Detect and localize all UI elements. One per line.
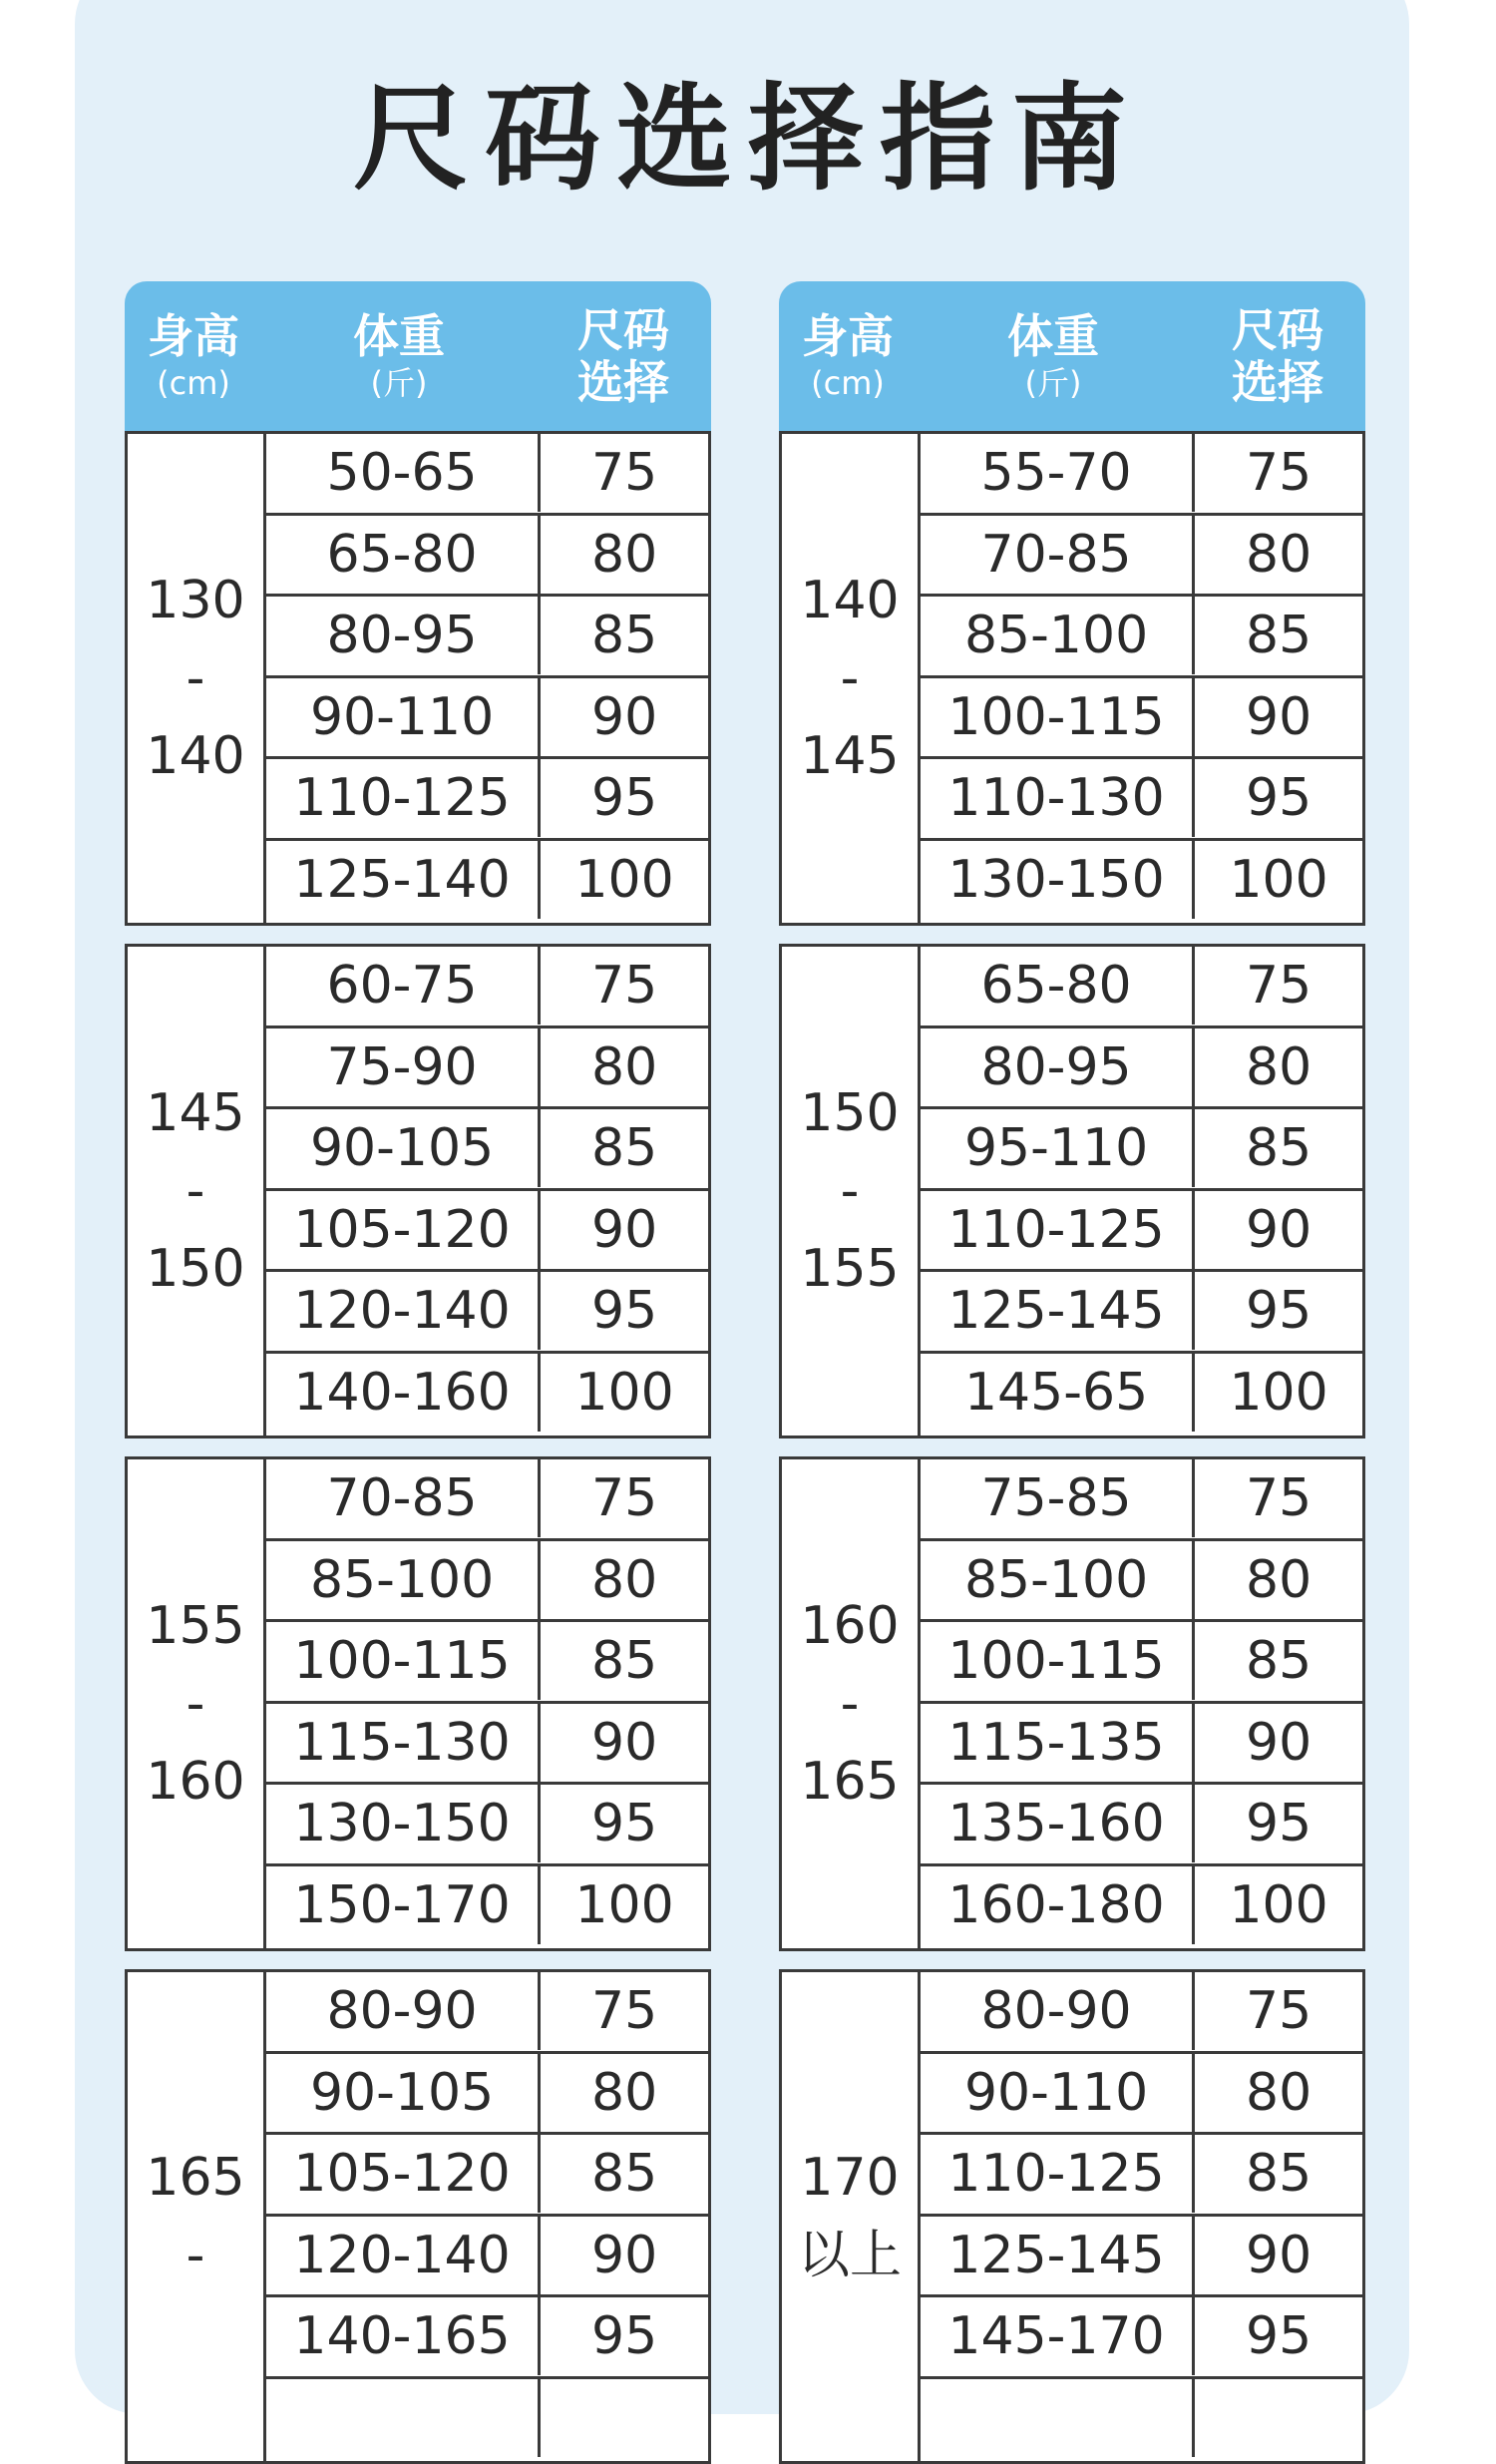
table-row [921, 1272, 1362, 1350]
height-to: 160 [146, 1752, 245, 1812]
height-separator: - [840, 1674, 860, 1734]
weight-range: 85-100 [309, 1549, 495, 1610]
table-row [266, 1109, 708, 1187]
table-row [266, 2217, 708, 2294]
height-range [128, 947, 266, 1436]
size-value: 95 [1192, 2297, 1362, 2375]
header-weight-label: 体重 [1007, 309, 1099, 363]
weight-range: 90-105 [309, 1118, 495, 1178]
height-from: 145 [146, 1083, 245, 1143]
header-size-line2: 选择 [1232, 355, 1323, 409]
size-value: 85 [538, 597, 708, 674]
height-separator: - [840, 1161, 860, 1221]
size-value: 85 [1192, 1622, 1362, 1700]
size-value: 85 [1192, 597, 1362, 674]
table-row [266, 947, 708, 1025]
weight-range: 145-65 [963, 1362, 1149, 1423]
weight-range: 110-125 [947, 1199, 1165, 1260]
weight-range: 130-150 [293, 1794, 511, 1853]
size-value: 100 [1192, 841, 1362, 919]
size-value: 95 [538, 1272, 708, 1350]
weight-range: 105-120 [293, 2144, 511, 2204]
table-row [921, 1109, 1362, 1187]
size-value: 80 [1192, 1541, 1362, 1619]
weight-range: 145-170 [947, 2306, 1165, 2366]
header-weight-unit: (斤) [1024, 364, 1082, 402]
size-value: 95 [538, 1785, 708, 1862]
size-value: 85 [538, 1109, 708, 1187]
weight-range: 105-120 [293, 1199, 511, 1260]
size-value: 80 [538, 516, 708, 594]
weight-range: 75-85 [980, 1468, 1132, 1528]
table-row [266, 2135, 708, 2213]
table-row [921, 1866, 1362, 1944]
weight-range: 85-100 [963, 1549, 1149, 1610]
table-row [921, 434, 1362, 512]
table-row [266, 2054, 708, 2132]
header-size-line1: 尺码 [577, 303, 669, 357]
weight-range: 80-90 [980, 1981, 1132, 2041]
size-value: 75 [1192, 947, 1362, 1025]
weight-range: 125-145 [947, 1281, 1165, 1341]
weight-range: 110-125 [947, 2144, 1165, 2204]
table-row [921, 1785, 1362, 1862]
weight-range: 90-110 [309, 686, 495, 747]
height-range [128, 1459, 266, 1948]
table-row [266, 1972, 708, 2050]
weight-range: 100-115 [947, 686, 1165, 747]
table-row [266, 678, 708, 756]
weight-range: 120-140 [293, 2225, 511, 2285]
size-value: 100 [1192, 1866, 1362, 1944]
size-value: 85 [1192, 1109, 1362, 1187]
height-to: 145 [800, 726, 900, 786]
header-weight [917, 281, 1190, 431]
size-value: 90 [1192, 678, 1362, 756]
weight-range: 80-95 [980, 1036, 1132, 1097]
table-row [266, 516, 708, 594]
table-row [921, 516, 1362, 594]
table-row [921, 2054, 1362, 2132]
table-header [779, 281, 1365, 431]
size-value [538, 2379, 708, 2457]
table-row [921, 2217, 1362, 2294]
header-height [779, 281, 917, 431]
table-row [921, 1459, 1362, 1537]
weight-range: 125-140 [293, 849, 511, 910]
size-value: 95 [538, 2297, 708, 2375]
height-range [128, 434, 266, 923]
weight-range: 90-110 [963, 2062, 1149, 2123]
size-value: 90 [1192, 2217, 1362, 2294]
height-from: 130 [146, 571, 245, 630]
table-row [266, 434, 708, 512]
table-row [921, 1704, 1362, 1782]
height-group [779, 1969, 1365, 2464]
height-from: 170 [800, 2148, 900, 2208]
header-height-unit: (cm) [811, 364, 885, 402]
height-separator: - [186, 648, 205, 708]
height-group [125, 1969, 711, 2464]
table-row [921, 947, 1362, 1025]
height-range [782, 1459, 921, 1948]
weight-range: 115-130 [293, 1712, 511, 1773]
table-row [921, 1622, 1362, 1700]
height-separator: - [186, 1674, 205, 1734]
size-value: 90 [538, 2217, 708, 2294]
table-row [266, 1354, 708, 1432]
height-group [779, 944, 1365, 1438]
weight-range: 80-90 [326, 1981, 478, 2041]
height-range [782, 434, 921, 923]
table-row [921, 1541, 1362, 1619]
size-value: 75 [538, 434, 708, 512]
height-from: 150 [800, 1083, 900, 1143]
height-from: 165 [146, 2148, 245, 2208]
header-height [125, 281, 262, 431]
table-row [266, 1541, 708, 1619]
height-group [125, 944, 711, 1438]
size-value: 100 [538, 1354, 708, 1432]
table-row [266, 1785, 708, 1862]
weight-range: 50-65 [326, 443, 478, 503]
table-row [921, 2297, 1362, 2375]
size-value: 75 [1192, 1972, 1362, 2050]
size-value: 80 [538, 1028, 708, 1106]
size-value: 75 [1192, 1459, 1362, 1537]
weight-range: 100-115 [293, 1631, 511, 1691]
size-value: 80 [1192, 1028, 1362, 1106]
height-separator: - [840, 648, 860, 708]
height-range [782, 1972, 921, 2461]
weight-range: 135-160 [947, 1794, 1165, 1853]
size-value: 90 [1192, 1191, 1362, 1269]
header-height-label: 身高 [148, 309, 239, 363]
weight-range: 65-80 [326, 524, 478, 585]
table-row [266, 1028, 708, 1106]
table-row [921, 1028, 1362, 1106]
size-value: 100 [1192, 1354, 1362, 1432]
height-to: 165 [800, 1752, 900, 1812]
table-row [266, 597, 708, 674]
height-from: 155 [146, 1596, 245, 1656]
size-table-1 [125, 281, 711, 2464]
page-title: 尺码选择指南 [353, 72, 1143, 206]
size-value [1192, 2379, 1362, 2457]
table-row [921, 841, 1362, 919]
height-separator: 以上 [797, 2226, 902, 2285]
size-value: 90 [1192, 1704, 1362, 1782]
size-value: 95 [1192, 1785, 1362, 1862]
weight-range: 100-115 [947, 1631, 1165, 1691]
header-size-line1: 尺码 [1232, 303, 1323, 357]
table-row [266, 1622, 708, 1700]
table-row [266, 841, 708, 919]
height-group [779, 1456, 1365, 1951]
height-group [779, 431, 1365, 926]
weight-range: 120-140 [293, 1281, 511, 1341]
header-size-line2: 选择 [577, 355, 669, 409]
table-row [266, 1866, 708, 1944]
size-value: 95 [1192, 759, 1362, 837]
table-row [266, 2297, 708, 2375]
weight-range: 110-125 [293, 768, 511, 828]
weight-range: 95-110 [963, 1118, 1149, 1178]
size-value: 90 [538, 1191, 708, 1269]
height-to: 150 [146, 1239, 245, 1299]
size-value: 75 [538, 1459, 708, 1537]
header-height-label: 身高 [802, 309, 894, 363]
table-row [921, 1972, 1362, 2050]
table-row [266, 1459, 708, 1537]
weight-range: 70-85 [326, 1468, 478, 1528]
weight-range: 75-90 [326, 1036, 478, 1097]
size-value: 100 [538, 841, 708, 919]
weight-range: 140-165 [293, 2306, 511, 2366]
weight-range: 130-150 [947, 849, 1165, 910]
size-value: 80 [538, 2054, 708, 2132]
size-value: 80 [538, 1541, 708, 1619]
size-value: 95 [1192, 1272, 1362, 1350]
header-weight-unit: (斤) [370, 364, 428, 402]
size-value: 80 [1192, 516, 1362, 594]
weight-range: 55-70 [980, 443, 1132, 503]
header-size [536, 281, 711, 431]
weight-range: 85-100 [963, 606, 1149, 665]
weight-range: 65-80 [980, 956, 1132, 1016]
height-separator: - [186, 1161, 205, 1221]
weight-range: 70-85 [980, 524, 1132, 585]
size-value: 90 [538, 678, 708, 756]
weight-range: 80-95 [326, 606, 478, 665]
weight-range: 160-180 [947, 1874, 1165, 1935]
table-row [266, 1191, 708, 1269]
table-row [921, 2379, 1362, 2457]
table-row [921, 1191, 1362, 1269]
height-group [125, 431, 711, 926]
table-row [266, 759, 708, 837]
size-value: 85 [1192, 2135, 1362, 2213]
weight-range: 115-135 [947, 1712, 1165, 1773]
height-group [125, 1456, 711, 1951]
size-value: 85 [538, 2135, 708, 2213]
weight-range: 140-160 [293, 1362, 511, 1423]
size-table-2 [779, 281, 1365, 2464]
weight-range: 90-105 [309, 2062, 495, 2123]
table-header [125, 281, 711, 431]
size-value: 80 [1192, 2054, 1362, 2132]
height-to: 155 [800, 1239, 900, 1299]
table-row [921, 2135, 1362, 2213]
table-row [921, 1354, 1362, 1432]
height-from: 160 [800, 1596, 900, 1656]
table-row [266, 2379, 708, 2457]
size-value: 85 [538, 1622, 708, 1700]
header-height-unit: (cm) [157, 364, 230, 402]
header-size [1190, 281, 1365, 431]
weight-range: 150-170 [293, 1874, 511, 1935]
size-value: 95 [538, 759, 708, 837]
weight-range: 110-130 [947, 768, 1165, 828]
height-range [782, 947, 921, 1436]
table-row [266, 1272, 708, 1350]
weight-range: 60-75 [326, 956, 478, 1016]
size-value: 90 [538, 1704, 708, 1782]
height-from: 140 [800, 571, 900, 630]
size-value: 75 [538, 947, 708, 1025]
size-value: 75 [1192, 434, 1362, 512]
table-row [921, 597, 1362, 674]
header-weight-label: 体重 [353, 309, 445, 363]
size-value: 75 [538, 1972, 708, 2050]
height-to: 140 [146, 726, 245, 786]
size-value: 100 [538, 1866, 708, 1944]
weight-range: 125-145 [947, 2225, 1165, 2285]
height-range [128, 1972, 266, 2461]
table-row [921, 678, 1362, 756]
table-row [921, 759, 1362, 837]
table-row [266, 1704, 708, 1782]
height-separator: - [186, 2226, 205, 2285]
header-weight [262, 281, 536, 431]
